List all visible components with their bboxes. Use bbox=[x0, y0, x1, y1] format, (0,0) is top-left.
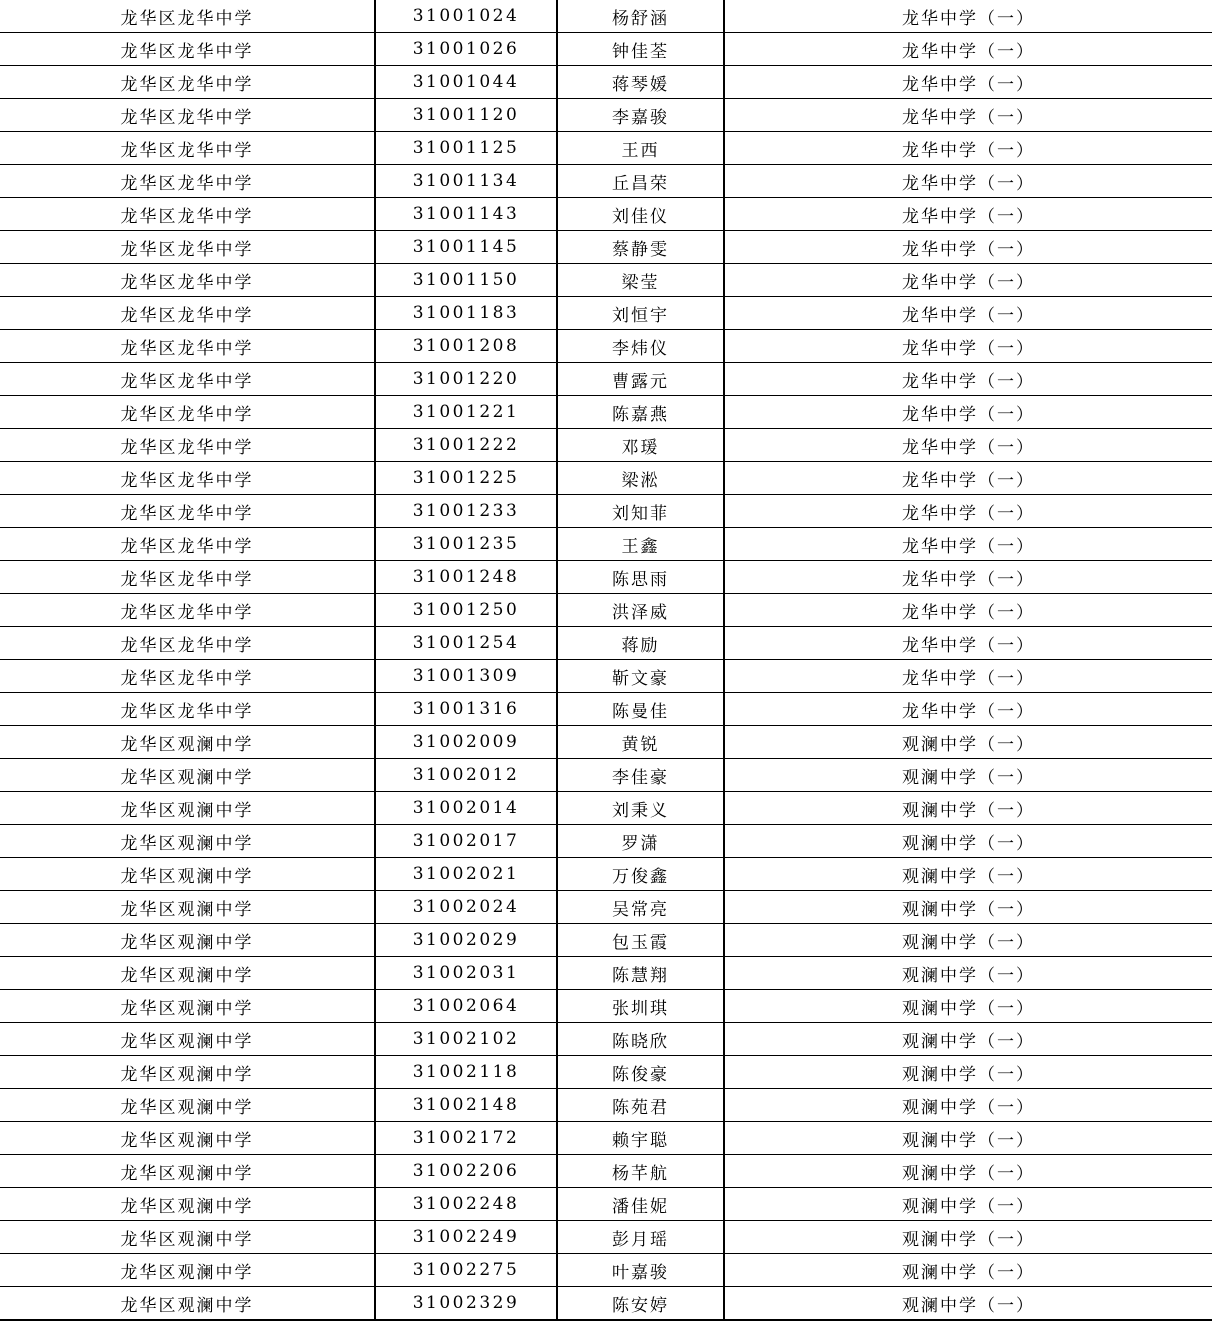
exam-id-cell: 31002206 bbox=[375, 1155, 557, 1188]
exam-site-cell: 观澜中学（一） bbox=[724, 759, 1212, 792]
student-name-cell: 刘秉义 bbox=[557, 792, 724, 825]
table-row bbox=[0, 1122, 1212, 1155]
exam-site-cell: 龙华中学（一） bbox=[724, 495, 1212, 528]
school-cell: 龙华区观澜中学 bbox=[0, 1254, 375, 1287]
exam-site-cell: 观澜中学（一） bbox=[724, 1122, 1212, 1155]
table-row bbox=[0, 759, 1212, 792]
exam-id-cell: 31001235 bbox=[375, 528, 557, 561]
school-cell: 龙华区龙华中学 bbox=[0, 594, 375, 627]
exam-site-cell: 观澜中学（一） bbox=[724, 924, 1212, 957]
exam-site-cell: 龙华中学（一） bbox=[724, 99, 1212, 132]
student-name-cell: 陈安婷 bbox=[557, 1287, 724, 1321]
exam-site-cell: 龙华中学（一） bbox=[724, 693, 1212, 726]
exam-site-cell: 龙华中学（一） bbox=[724, 297, 1212, 330]
school-cell: 龙华区观澜中学 bbox=[0, 924, 375, 957]
table-row bbox=[0, 363, 1212, 396]
exam-site-cell: 观澜中学（一） bbox=[724, 1254, 1212, 1287]
student-name-cell: 叶嘉骏 bbox=[557, 1254, 724, 1287]
exam-site-cell: 龙华中学（一） bbox=[724, 528, 1212, 561]
table-row bbox=[0, 198, 1212, 231]
exam-site-cell: 龙华中学（一） bbox=[724, 165, 1212, 198]
exam-site-cell: 龙华中学（一） bbox=[724, 429, 1212, 462]
exam-site-cell: 观澜中学（一） bbox=[724, 990, 1212, 1023]
exam-id-cell: 31001220 bbox=[375, 363, 557, 396]
table-row bbox=[0, 792, 1212, 825]
student-name-cell: 钟佳荃 bbox=[557, 33, 724, 66]
exam-site-cell: 龙华中学（一） bbox=[724, 594, 1212, 627]
school-cell: 龙华区观澜中学 bbox=[0, 1122, 375, 1155]
student-name-cell: 刘知菲 bbox=[557, 495, 724, 528]
school-cell: 龙华区龙华中学 bbox=[0, 99, 375, 132]
school-cell: 龙华区龙华中学 bbox=[0, 561, 375, 594]
table-row bbox=[0, 627, 1212, 660]
exam-id-cell: 31001143 bbox=[375, 198, 557, 231]
exam-site-cell: 龙华中学（一） bbox=[724, 627, 1212, 660]
exam-id-cell: 31002014 bbox=[375, 792, 557, 825]
student-name-cell: 李嘉骏 bbox=[557, 99, 724, 132]
table-row bbox=[0, 1254, 1212, 1287]
school-cell: 龙华区观澜中学 bbox=[0, 792, 375, 825]
exam-site-cell: 龙华中学（一） bbox=[724, 0, 1212, 33]
table-row bbox=[0, 594, 1212, 627]
exam-site-cell: 龙华中学（一） bbox=[724, 561, 1212, 594]
exam-id-cell: 31002248 bbox=[375, 1188, 557, 1221]
exam-site-cell: 龙华中学（一） bbox=[724, 330, 1212, 363]
table-row bbox=[0, 1023, 1212, 1056]
exam-id-cell: 31002024 bbox=[375, 891, 557, 924]
exam-site-cell: 观澜中学（一） bbox=[724, 858, 1212, 891]
school-cell: 龙华区龙华中学 bbox=[0, 66, 375, 99]
exam-id-cell: 31002017 bbox=[375, 825, 557, 858]
exam-id-cell: 31001150 bbox=[375, 264, 557, 297]
table-row bbox=[0, 825, 1212, 858]
student-name-cell: 靳文豪 bbox=[557, 660, 724, 693]
table-row bbox=[0, 1056, 1212, 1089]
exam-site-cell: 观澜中学（一） bbox=[724, 1221, 1212, 1254]
school-cell: 龙华区龙华中学 bbox=[0, 297, 375, 330]
student-name-cell: 黄锐 bbox=[557, 726, 724, 759]
table-row bbox=[0, 693, 1212, 726]
exam-site-cell: 龙华中学（一） bbox=[724, 660, 1212, 693]
student-name-cell: 杨芊航 bbox=[557, 1155, 724, 1188]
table-row bbox=[0, 495, 1212, 528]
exam-id-cell: 31001316 bbox=[375, 693, 557, 726]
student-name-cell: 洪泽威 bbox=[557, 594, 724, 627]
exam-id-cell: 31001225 bbox=[375, 462, 557, 495]
exam-id-cell: 31001120 bbox=[375, 99, 557, 132]
student-name-cell: 蔡静雯 bbox=[557, 231, 724, 264]
exam-site-cell: 龙华中学（一） bbox=[724, 231, 1212, 264]
table-row bbox=[0, 0, 1212, 33]
school-cell: 龙华区龙华中学 bbox=[0, 132, 375, 165]
student-name-cell: 罗潇 bbox=[557, 825, 724, 858]
student-name-cell: 陈慧翔 bbox=[557, 957, 724, 990]
exam-site-cell: 观澜中学（一） bbox=[724, 1287, 1212, 1321]
table-row bbox=[0, 33, 1212, 66]
school-cell: 龙华区龙华中学 bbox=[0, 330, 375, 363]
school-cell: 龙华区龙华中学 bbox=[0, 33, 375, 66]
exam-id-cell: 31002249 bbox=[375, 1221, 557, 1254]
student-name-cell: 陈苑君 bbox=[557, 1089, 724, 1122]
exam-site-cell: 龙华中学（一） bbox=[724, 264, 1212, 297]
exam-id-cell: 31002329 bbox=[375, 1287, 557, 1321]
student-name-cell: 彭月瑶 bbox=[557, 1221, 724, 1254]
table-row bbox=[0, 726, 1212, 759]
exam-site-cell: 龙华中学（一） bbox=[724, 462, 1212, 495]
student-name-cell: 吴常亮 bbox=[557, 891, 724, 924]
school-cell: 龙华区观澜中学 bbox=[0, 1056, 375, 1089]
school-cell: 龙华区观澜中学 bbox=[0, 1155, 375, 1188]
school-cell: 龙华区龙华中学 bbox=[0, 264, 375, 297]
student-name-cell: 陈思雨 bbox=[557, 561, 724, 594]
school-cell: 龙华区观澜中学 bbox=[0, 957, 375, 990]
school-cell: 龙华区龙华中学 bbox=[0, 0, 375, 33]
student-name-cell: 丘昌荣 bbox=[557, 165, 724, 198]
exam-id-cell: 31002275 bbox=[375, 1254, 557, 1287]
table-row bbox=[0, 396, 1212, 429]
student-name-cell: 陈晓欣 bbox=[557, 1023, 724, 1056]
table-row bbox=[0, 297, 1212, 330]
school-cell: 龙华区观澜中学 bbox=[0, 1188, 375, 1221]
student-name-cell: 陈曼佳 bbox=[557, 693, 724, 726]
exam-id-cell: 31001222 bbox=[375, 429, 557, 462]
exam-id-cell: 31001026 bbox=[375, 33, 557, 66]
exam-site-cell: 观澜中学（一） bbox=[724, 957, 1212, 990]
exam-site-cell: 观澜中学（一） bbox=[724, 1155, 1212, 1188]
table-row bbox=[0, 99, 1212, 132]
student-name-cell: 梁莹 bbox=[557, 264, 724, 297]
exam-id-cell: 31001044 bbox=[375, 66, 557, 99]
exam-id-cell: 31002029 bbox=[375, 924, 557, 957]
exam-site-cell: 观澜中学（一） bbox=[724, 1089, 1212, 1122]
exam-site-cell: 观澜中学（一） bbox=[724, 1056, 1212, 1089]
exam-id-cell: 31001183 bbox=[375, 297, 557, 330]
school-cell: 龙华区龙华中学 bbox=[0, 660, 375, 693]
exam-site-cell: 观澜中学（一） bbox=[724, 726, 1212, 759]
exam-id-cell: 31001208 bbox=[375, 330, 557, 363]
exam-site-cell: 观澜中学（一） bbox=[724, 1188, 1212, 1221]
table-row bbox=[0, 924, 1212, 957]
student-name-cell: 曹露元 bbox=[557, 363, 724, 396]
table-row bbox=[0, 165, 1212, 198]
exam-id-cell: 31002118 bbox=[375, 1056, 557, 1089]
table-row bbox=[0, 561, 1212, 594]
table-row bbox=[0, 1089, 1212, 1122]
table-row bbox=[0, 330, 1212, 363]
student-name-cell: 王西 bbox=[557, 132, 724, 165]
exam-site-cell: 观澜中学（一） bbox=[724, 1023, 1212, 1056]
exam-id-cell: 31001233 bbox=[375, 495, 557, 528]
student-name-cell: 蒋励 bbox=[557, 627, 724, 660]
school-cell: 龙华区龙华中学 bbox=[0, 627, 375, 660]
exam-id-cell: 31002021 bbox=[375, 858, 557, 891]
exam-id-cell: 31002172 bbox=[375, 1122, 557, 1155]
exam-id-cell: 31002009 bbox=[375, 726, 557, 759]
school-cell: 龙华区观澜中学 bbox=[0, 1089, 375, 1122]
table-row bbox=[0, 858, 1212, 891]
school-cell: 龙华区观澜中学 bbox=[0, 825, 375, 858]
school-cell: 龙华区龙华中学 bbox=[0, 363, 375, 396]
student-name-cell: 梁淞 bbox=[557, 462, 724, 495]
table-row bbox=[0, 1155, 1212, 1188]
exam-site-cell: 龙华中学（一） bbox=[724, 132, 1212, 165]
school-cell: 龙华区观澜中学 bbox=[0, 1023, 375, 1056]
exam-site-cell: 龙华中学（一） bbox=[724, 198, 1212, 231]
table-row bbox=[0, 891, 1212, 924]
exam-id-cell: 31002148 bbox=[375, 1089, 557, 1122]
school-cell: 龙华区观澜中学 bbox=[0, 759, 375, 792]
table-row bbox=[0, 231, 1212, 264]
exam-id-cell: 31001248 bbox=[375, 561, 557, 594]
student-name-cell: 陈嘉燕 bbox=[557, 396, 724, 429]
exam-id-cell: 31001134 bbox=[375, 165, 557, 198]
table-row bbox=[0, 1188, 1212, 1221]
exam-site-cell: 龙华中学（一） bbox=[724, 66, 1212, 99]
table-row bbox=[0, 990, 1212, 1023]
student-name-cell: 李佳豪 bbox=[557, 759, 724, 792]
school-cell: 龙华区观澜中学 bbox=[0, 1221, 375, 1254]
student-name-cell: 赖宇聪 bbox=[557, 1122, 724, 1155]
table-row bbox=[0, 264, 1212, 297]
school-cell: 龙华区龙华中学 bbox=[0, 429, 375, 462]
exam-id-cell: 31001125 bbox=[375, 132, 557, 165]
exam-site-cell: 龙华中学（一） bbox=[724, 396, 1212, 429]
student-name-cell: 杨舒涵 bbox=[557, 0, 724, 33]
table-row bbox=[0, 462, 1212, 495]
school-cell: 龙华区龙华中学 bbox=[0, 198, 375, 231]
exam-id-cell: 31002031 bbox=[375, 957, 557, 990]
school-cell: 龙华区龙华中学 bbox=[0, 528, 375, 561]
school-cell: 龙华区龙华中学 bbox=[0, 495, 375, 528]
school-cell: 龙华区龙华中学 bbox=[0, 693, 375, 726]
exam-site-cell: 观澜中学（一） bbox=[724, 792, 1212, 825]
school-cell: 龙华区观澜中学 bbox=[0, 1287, 375, 1321]
school-cell: 龙华区观澜中学 bbox=[0, 891, 375, 924]
student-name-cell: 王鑫 bbox=[557, 528, 724, 561]
school-cell: 龙华区观澜中学 bbox=[0, 726, 375, 759]
school-cell: 龙华区龙华中学 bbox=[0, 396, 375, 429]
student-name-cell: 刘恒宇 bbox=[557, 297, 724, 330]
exam-site-cell: 观澜中学（一） bbox=[724, 891, 1212, 924]
exam-id-cell: 31001309 bbox=[375, 660, 557, 693]
school-cell: 龙华区观澜中学 bbox=[0, 990, 375, 1023]
exam-id-cell: 31001145 bbox=[375, 231, 557, 264]
school-cell: 龙华区龙华中学 bbox=[0, 462, 375, 495]
exam-id-cell: 31002012 bbox=[375, 759, 557, 792]
exam-site-cell: 龙华中学（一） bbox=[724, 33, 1212, 66]
table-row bbox=[0, 957, 1212, 990]
school-cell: 龙华区观澜中学 bbox=[0, 858, 375, 891]
student-name-cell: 潘佳妮 bbox=[557, 1188, 724, 1221]
exam-site-cell: 龙华中学（一） bbox=[724, 363, 1212, 396]
student-name-cell: 包玉霞 bbox=[557, 924, 724, 957]
student-name-cell: 蒋琴媛 bbox=[557, 66, 724, 99]
student-name-cell: 张圳琪 bbox=[557, 990, 724, 1023]
student-name-cell: 陈俊豪 bbox=[557, 1056, 724, 1089]
student-name-cell: 刘佳仪 bbox=[557, 198, 724, 231]
exam-id-cell: 31002064 bbox=[375, 990, 557, 1023]
exam-id-cell: 31001254 bbox=[375, 627, 557, 660]
exam-id-cell: 31001024 bbox=[375, 0, 557, 33]
exam-id-cell: 31001250 bbox=[375, 594, 557, 627]
table-row bbox=[0, 1287, 1212, 1321]
student-name-cell: 万俊鑫 bbox=[557, 858, 724, 891]
exam-site-cell: 观澜中学（一） bbox=[724, 825, 1212, 858]
table-row bbox=[0, 1221, 1212, 1254]
exam-id-cell: 31001221 bbox=[375, 396, 557, 429]
school-cell: 龙华区龙华中学 bbox=[0, 165, 375, 198]
school-cell: 龙华区龙华中学 bbox=[0, 231, 375, 264]
table-row bbox=[0, 528, 1212, 561]
table-row bbox=[0, 429, 1212, 462]
table-row bbox=[0, 660, 1212, 693]
student-name-cell: 邓瑗 bbox=[557, 429, 724, 462]
exam-id-cell: 31002102 bbox=[375, 1023, 557, 1056]
student-name-cell: 李炜仪 bbox=[557, 330, 724, 363]
table-row bbox=[0, 66, 1212, 99]
table-row bbox=[0, 132, 1212, 165]
